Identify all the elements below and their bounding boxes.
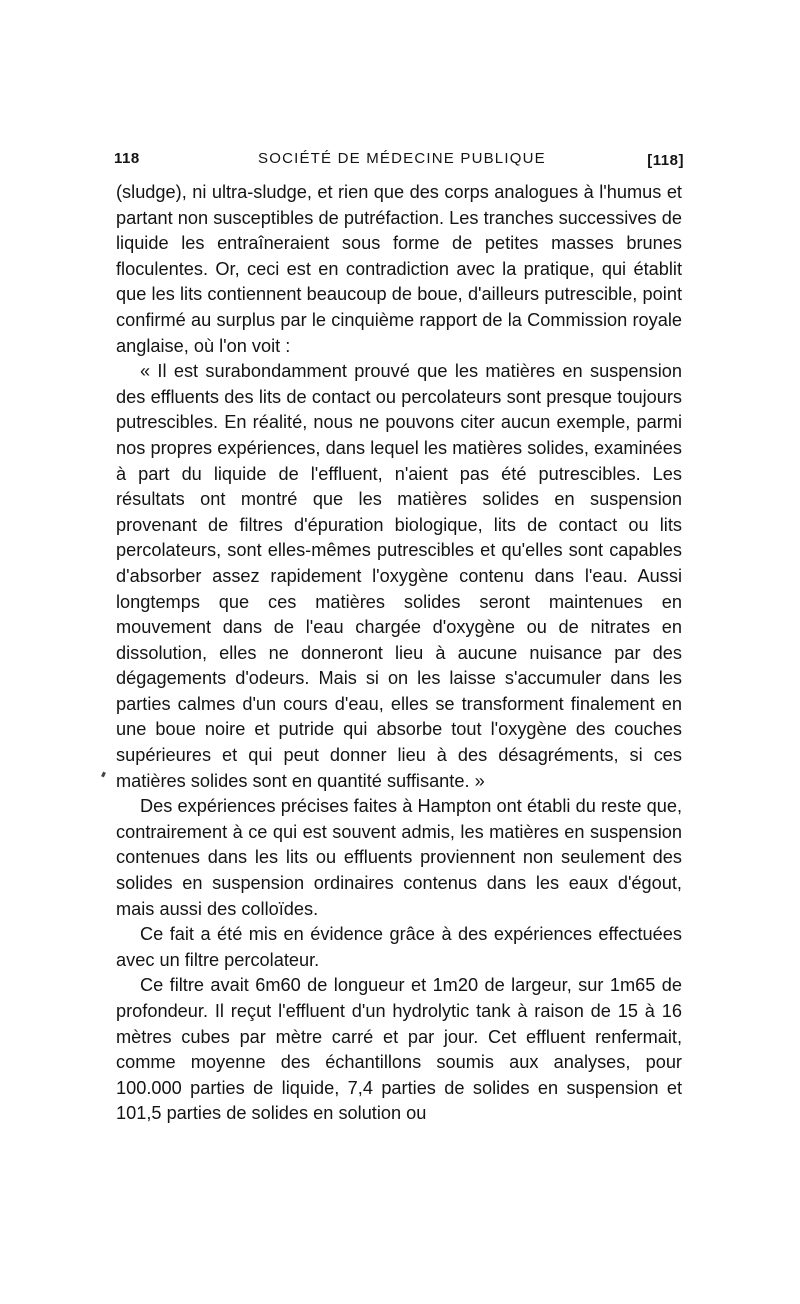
page-number-left: 118 [114, 150, 140, 167]
print-speck [101, 772, 106, 778]
running-header [114, 142, 684, 174]
paragraph-3: Des expériences précises faites à Hampton ont établi du reste que, contrairement à ce qui est souvent admis, les matières en suspension contenues dans les lits ou effluents proviennent non seulement des solides en suspension ordinaires contenus dans les eaux d'égout, mais aussi des colloïdes. [116, 796, 682, 919]
paragraph-4: Ce fait a été mis en évidence grâce à des expériences effectuées avec un filtre percolateur. [116, 924, 682, 970]
paragraph-quote: « Il est surabondamment prouvé que les matières en suspension des effluents des lits de contact ou percolateurs sont presque toujours putrescibles. En réalité, nous ne pouvons citer aucun exemple, parmi nos propres expériences, dans lequel les matières solides, examinées à part du liquide de l'effluent, n'aient pas été putrescibles. Les résultats ont montré que les matières solides en suspension provenant de filtres d'épuration biologique, lits de contact ou lits percolateurs, sont elles-mêmes putrescibles et qu'elles sont capables d'absorber assez rapidement l'oxygène contenu dans l'eau. Aussi longtemps que ces matières solides seront maintenues en mouvement dans de l'eau chargée d'oxygène ou de nitrates en dissolution, elles ne donneront lieu à aucune nuisance par des dégagements d'odeurs. Mais si on les laisse s'accumuler dans les parties calmes d'un cours d'eau, elles se transforment finalement en une boue noire et putride qui absorbe tout l'oxygène des couches supérieures et qui peut donner lieu à des désagréments, si ces matières solides sont en quantité suffisante. » [116, 361, 682, 791]
page-number-right: [118] [647, 152, 684, 169]
running-title: SOCIÉTÉ DE MÉDECINE PUBLIQUE [258, 150, 546, 167]
paragraph-5: Ce filtre avait 6m60 de longueur et 1m20 de largeur, sur 1m65 de profondeur. Il reçut l'effluent d'un hydrolytic tank à raison de 15 à 16 mètres cubes par mètre carré et par jour. Cet effluent renfermait, comme moyenne des échantillons soumis aux analyses, pour 100.000 parties de liquide, 7,4 parties de solides en suspension et 101,5 parties de solides en solution ou [116, 975, 682, 1124]
body-text [116, 180, 682, 1127]
paragraph-1: (sludge), ni ultra-sludge, et rien que des corps analogues à l'humus et partant non susceptibles de putréfaction. Les tranches successives de liquide les entraîneraient sous forme de petites masses brunes floculentes. Or, ceci est en contradiction avec la pratique, qui établit que les lits contiennent beaucoup de boue, d'ailleurs putrescible, point confirmé au surplus par le cinquième rapport de la Commission royale anglaise, où l'on voit : [116, 182, 682, 356]
